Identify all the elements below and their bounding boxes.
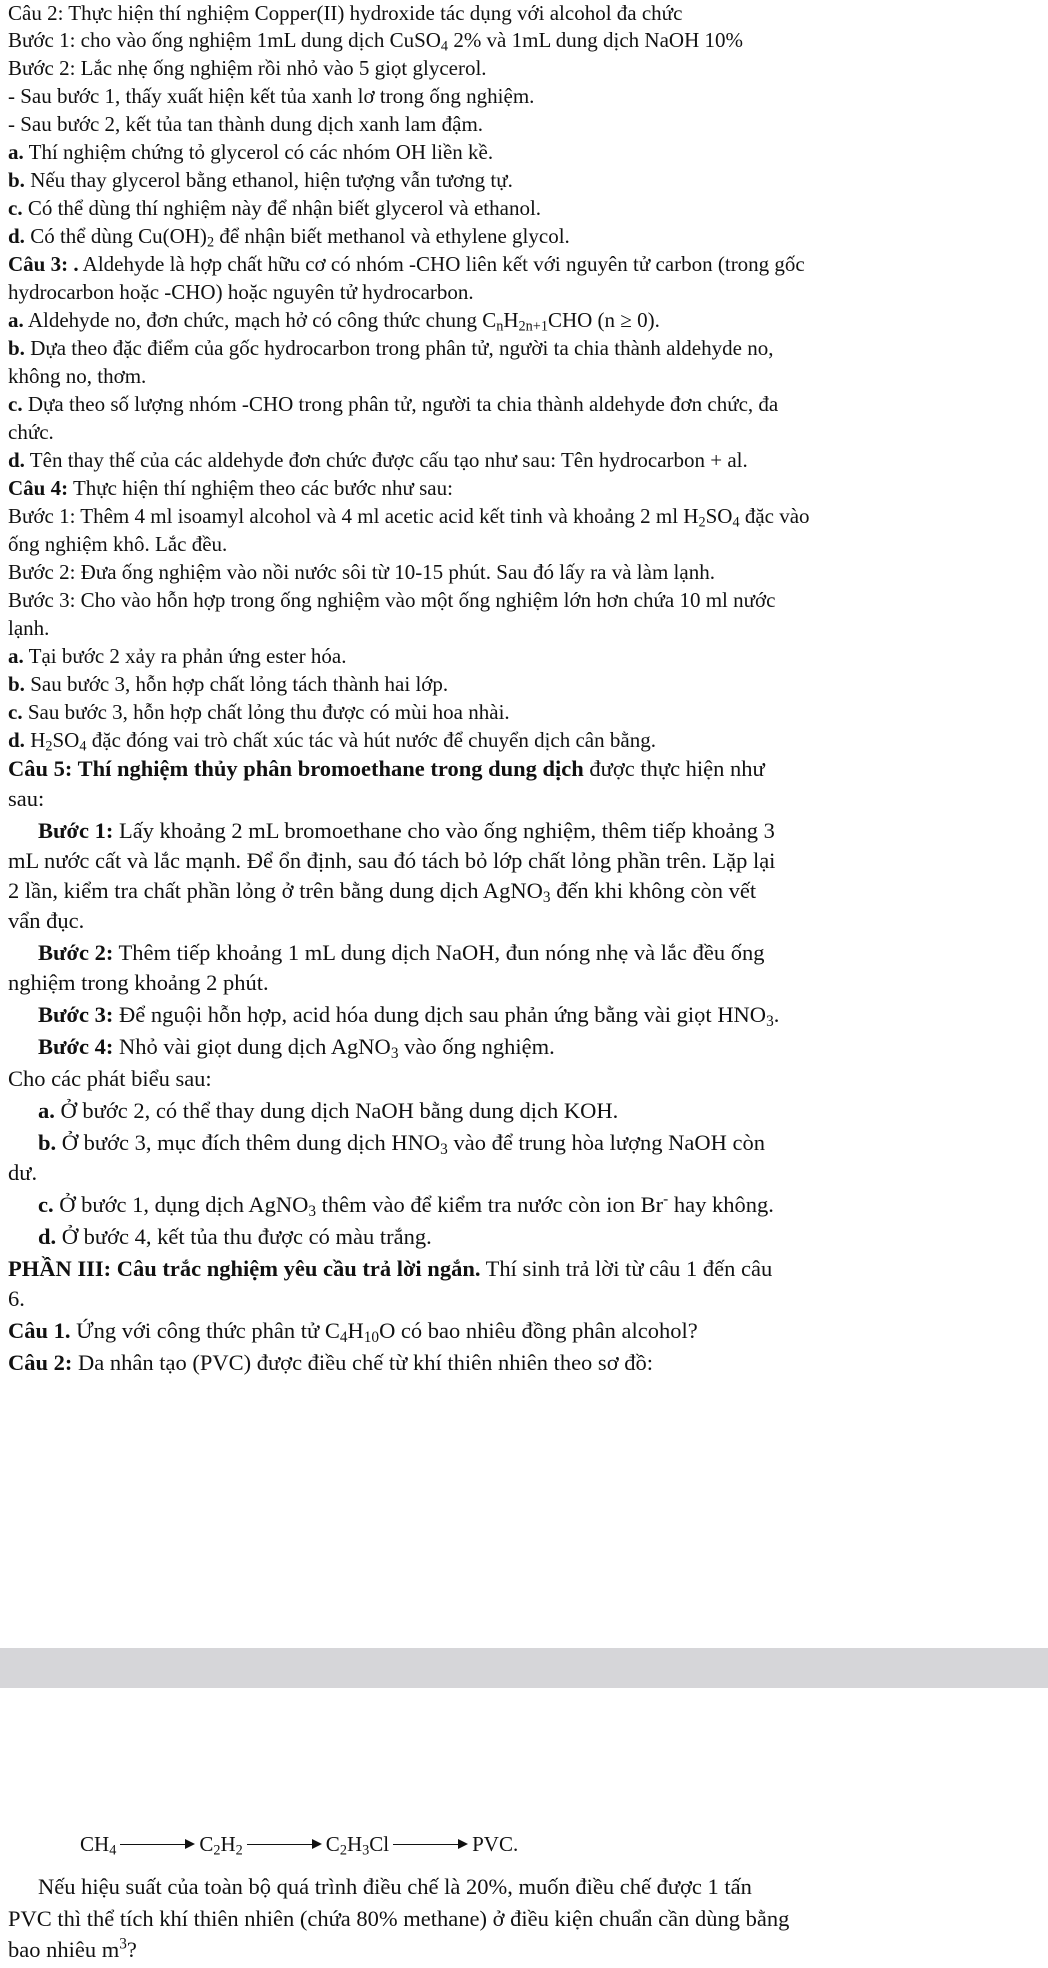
q5-step2-cont: nghiệm trong khoảng 2 phút. [8, 970, 269, 995]
page-gap-divider [0, 1648, 1048, 1688]
formula-pvc: PVC. [472, 1832, 519, 1856]
q5-title: Câu 5: Thí nghiệm thủy phân bromoethane trong dung dịch được thực hiện như [8, 756, 765, 781]
q4-statement-b: b. Sau bước 3, hỗn hợp chất lỏng tách thành hai lớp. [8, 672, 449, 696]
q4-step1-cont: ống nghiệm khô. Lắc đều. [8, 532, 228, 556]
q2-statement-d: d. Có thể dùng $Cu(OH)_2$ để nhận biết methanol và ethylene glycol. [8, 224, 570, 251]
q2-step1: Bước 1: cho vào ống nghiệm 1mL dung dịch CuSO$_4$ 2% và 1mL dung dịch NaOH 10% [8, 28, 743, 55]
q4-step2: Bước 2: Đưa ống nghiệm vào nồi nước sôi từ 10-15 phút. Sau đó lấy ra và làm lạnh. [8, 560, 715, 584]
q2-statement-b: b. Nếu thay glycerol bằng ethanol, hiện tượng vẫn tương tự. [8, 168, 513, 192]
reaction-scheme [80, 1827, 518, 1861]
q2-statement-c: c. Có thể dùng thí nghiệm này để nhận biết glycerol và ethanol. [8, 196, 542, 220]
arrow-icon [393, 1839, 468, 1849]
formula-c2h2: $C_2H_2$ [199, 1832, 243, 1859]
q3-statement-b-cont: không no, thơm. [8, 364, 147, 388]
q5-step1: Bước 1: Lấy khoảng 2 mL bromoethane cho vào ống nghiệm, thêm tiếp khoảng 3 [38, 818, 775, 843]
formula-ch4: $CH_4$ [80, 1832, 117, 1859]
q2-statement-a: a. Thí nghiệm chứng tỏ glycerol có các nhóm OH liền kề. [8, 140, 494, 164]
q3-statement-a: a. Aldehyde no, đơn chức, mạch hở có công thức chung $C_nH_{2n+1}CHO$ (n ≥ 0). [8, 308, 660, 335]
arrow-icon [120, 1839, 195, 1849]
q5-step1-line4: vẩn đục. [8, 908, 85, 933]
part3-question-2: Câu 2: Da nhân tạo (PVC) được điều chế từ khí thiên nhiên theo sơ đồ: [8, 1350, 653, 1375]
q2-title: Câu 2: Thực hiện thí nghiệm Copper(II) hydroxide tác dụng với alcohol đa chức [8, 1, 683, 25]
part3-question-2-text-2: PVC thì thể tích khí thiên nhiên (chứa 80% methane) ở điều kiện chuẩn cần dùng bằng [8, 1906, 790, 1931]
q4-step3: Bước 3: Cho vào hỗn hợp trong ống nghiệm vào một ống nghiệm lớn hơn chứa 10 ml nước [8, 588, 776, 612]
part3-title-cont: 6. [8, 1286, 25, 1311]
q3-title: Câu 3: . Aldehyde là hợp chất hữu cơ có nhóm -CHO liên kết với nguyên tử carbon (trong gốc [8, 252, 805, 276]
q5-statement-b: b. Ở bước 3, mục đích thêm dung dịch $HNO_3$ vào để trung hòa lượng NaOH còn [38, 1130, 765, 1158]
part3-question-2-text: Nếu hiệu suất của toàn bộ quá trình điều chế là 20%, muốn điều chế được 1 tấn [38, 1874, 752, 1899]
q3-statement-c: c. Dựa theo số lượng nhóm -CHO trong phân tử, người ta chia thành aldehyde đơn chức, đa [8, 392, 779, 416]
q4-statement-d: d. $H_2SO_4$ đặc đóng vai trò chất xúc tác và hút nước để chuyển dịch cân bằng. [8, 728, 656, 755]
part3-title: PHẦN III: Câu trắc nghiệm yêu cầu trả lời ngắn. Thí sinh trả lời từ câu 1 đến câu [8, 1256, 773, 1281]
q5-step1-line2: mL nước cất và lắc mạnh. Để ổn định, sau đó tách bỏ lớp chất lỏng phần trên. Lặp lại [8, 848, 776, 873]
q4-title: Câu 4: Thực hiện thí nghiệm theo các bước như sau: [8, 476, 453, 500]
q5-statement-a: a. Ở bước 2, có thể thay dung dịch NaOH bằng dung dịch KOH. [38, 1098, 619, 1123]
q2-observation-2: - Sau bước 2, kết tủa tan thành dung dịch xanh lam đậm. [8, 112, 484, 136]
q5-step1-line3: 2 lần, kiểm tra chất phần lỏng ở trên bằng dung dịch AgNO$_3$ đến khi không còn vết [8, 878, 757, 906]
q5-statements-intro: Cho các phát biểu sau: [8, 1066, 212, 1091]
q5-statement-d: d. Ở bước 4, kết tủa thu được có màu trắng. [38, 1224, 432, 1249]
q3-statement-b: b. Dựa theo đặc điểm của gốc hydrocarbon trong phân tử, người ta chia thành aldehyde no, [8, 336, 774, 360]
q5-title-cont: sau: [8, 786, 45, 811]
q3-statement-d: d. Tên thay thế của các aldehyde đơn chức được cấu tạo như sau: Tên hydrocarbon + al. [8, 448, 748, 472]
q4-statement-a: a. Tại bước 2 xảy ra phản ứng ester hóa. [8, 644, 347, 668]
arrow-icon [247, 1839, 322, 1849]
q5-statement-c: c. Ở bước 1, dụng dịch AgNO$_3$ thêm vào để kiểm tra nước còn ion Br- hay không. [38, 1190, 774, 1220]
q5-step2: Bước 2: Thêm tiếp khoảng 1 mL dung dịch NaOH, đun nóng nhẹ và lắc đều ống [38, 940, 765, 965]
q3-intro: hydrocarbon hoặc -CHO) hoặc nguyên tử hydrocarbon. [8, 280, 474, 304]
part3-question-1: Câu 1. Ứng với công thức phân tử $C_4H_{10}O$ có bao nhiêu đồng phân alcohol? [8, 1318, 698, 1346]
q5-step3: Bước 3: Để nguội hỗn hợp, acid hóa dung dịch sau phản ứng bằng vài giọt $HNO_3$. [38, 1002, 780, 1030]
q2-step2: Bước 2: Lắc nhẹ ống nghiệm rồi nhỏ vào 5 giọt glycerol. [8, 56, 487, 80]
q5-step4: Bước 4: Nhỏ vài giọt dung dịch AgNO$_3$ vào ống nghiệm. [38, 1034, 555, 1062]
formula-c2h3cl: $C_2H_3Cl$ [325, 1832, 390, 1859]
q4-step1: Bước 1: Thêm 4 ml isoamyl alcohol và 4 ml acetic acid kết tinh và khoảng 2 ml $H_2SO_4$ đặc vào [8, 504, 810, 531]
part3-question-2-text-3: bao nhiêu $m^3$? [8, 1935, 137, 1962]
q4-step3-cont: lạnh. [8, 616, 50, 640]
q4-statement-c: c. Sau bước 3, hỗn hợp chất lỏng thu được có mùi hoa nhài. [8, 700, 510, 724]
q5-statement-b-cont: dư. [8, 1160, 38, 1185]
q3-statement-c-cont: chức. [8, 420, 54, 444]
q2-observation-1: - Sau bước 1, thấy xuất hiện kết tủa xanh lơ trong ống nghiệm. [8, 84, 535, 108]
